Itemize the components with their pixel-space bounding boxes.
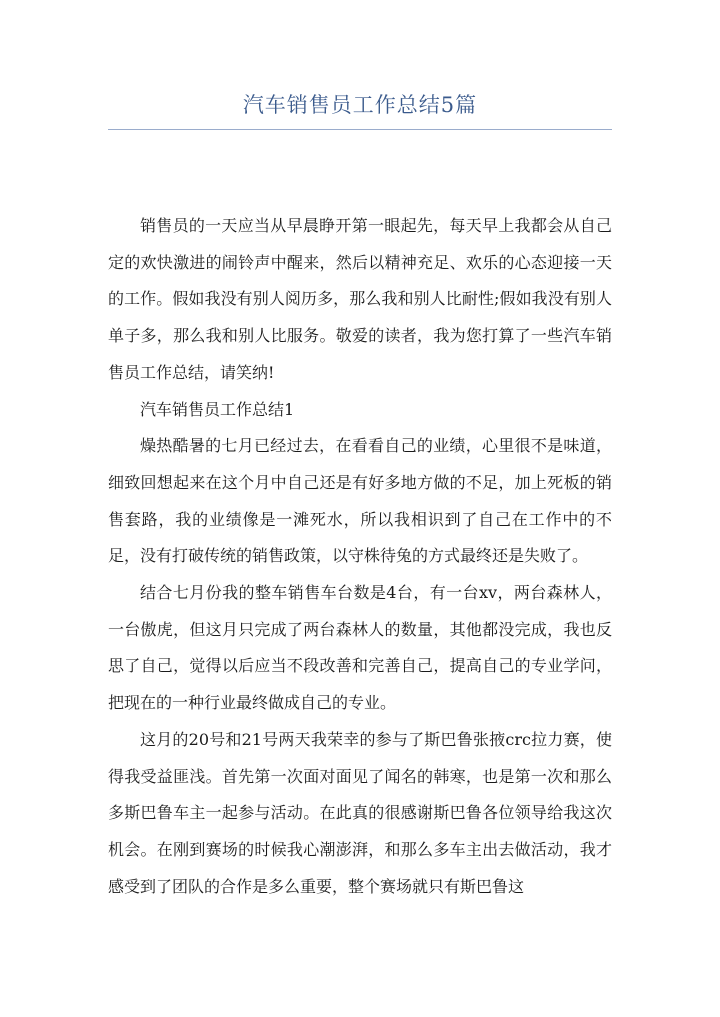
document-body bbox=[108, 208, 612, 905]
body-paragraph-1: 燥热酷暑的七月已经过去，在看看自己的业绩，心里很不是味道，细致回想起来在这个月中自己还是有好多地方做的不足，加上死板的销售套路，我的业绩像是一滩死水，所以我相识到了自己在工作中的不足，没有打破传统的销售政策，以守株待兔的方式最终还是失败了。 bbox=[108, 436, 612, 566]
title-divider bbox=[108, 129, 612, 130]
intro-paragraph: 销售员的一天应当从早晨睁开第一眼起先，每天早上我都会从自己定的欢快激进的闹铃声中醒来，然后以精神充足、欢乐的心态迎接一天的工作。假如我没有别人阅历多，那么我和别人比耐性;假如我没有别人单子多，那么我和别人比服务。敬爱的读者，我为您打算了一些汽车销售员工作总结，请笑纳! bbox=[108, 216, 612, 382]
section-heading: 汽车销售员工作总结1 bbox=[140, 399, 295, 419]
body-paragraph-3: 这月的20号和21号两天我荣幸的参与了斯巴鲁张掖crc拉力赛，使得我受益匪浅。首先第一次面对面见了闻名的韩寒，也是第一次和那么多斯巴鲁车主一起参与活动。在此真的很感谢斯巴鲁各位领导给我这次机会。在刚到赛场的时候我心潮澎湃，和那么多车主出去做活动，我才感受到了团队的合作是多么重要，整个赛场就只有斯巴鲁这 bbox=[108, 729, 612, 896]
document-title: 汽车销售员工作总结5篇 bbox=[242, 93, 478, 117]
body-paragraph-2: 结合七月份我的整车销售车台数是4台，有一台xv，两台森林人，一台傲虎，但这月只完成了两台森林人的数量，其他都没完成，我也反思了自己，觉得以后应当不段改善和完善自己，提高自己的专业学问，把现在的一种行业最终做成自己的专业。 bbox=[108, 583, 612, 713]
